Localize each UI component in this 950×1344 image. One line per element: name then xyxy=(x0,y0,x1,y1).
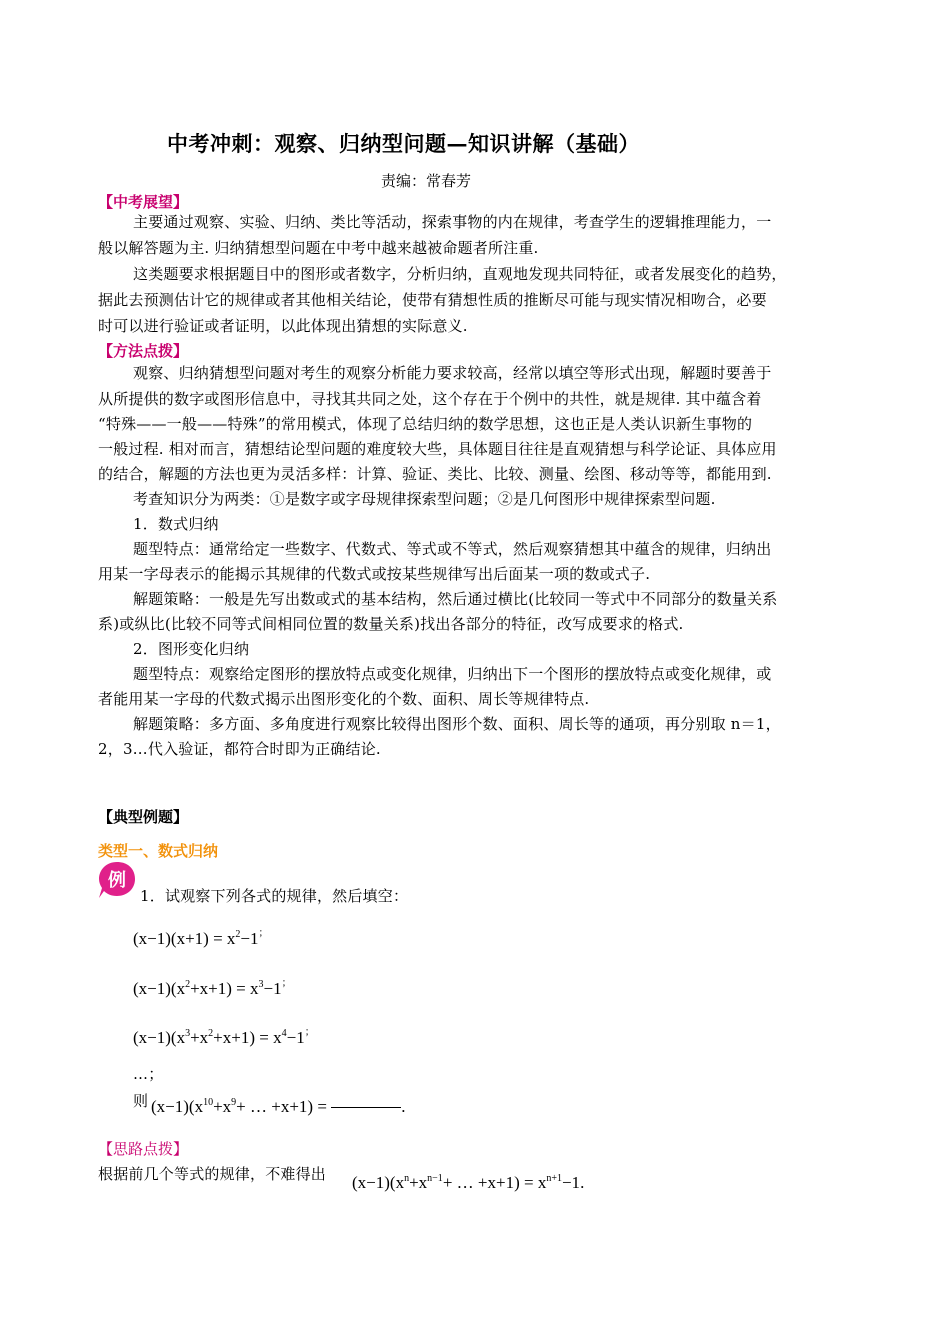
outlook-line-3: 这类题要求根据题目中的图形或者数字，分析归纳，直观地发现共同特征，或者发展变化的趋势， xyxy=(133,265,787,283)
method-line-1: 观察、归纳猜想型问题对考生的观察分析能力要求较高，经常以填空等形式出现，解题时要善于 xyxy=(133,364,772,382)
question-1: 1．试观察下列各式的规律，然后填空： xyxy=(140,887,409,905)
eq4-exp-1: 10 xyxy=(203,1097,214,1108)
outlook-line-2: 般以解答题为主. 归纳猜想型问题在中考中越来越被命题者所注重. xyxy=(98,239,539,257)
eq3-end: ； xyxy=(304,1027,315,1038)
eq3-part-d: −1 xyxy=(286,1028,305,1047)
equation-2 xyxy=(133,974,292,999)
eq3-part-a: (x−1)(x xyxy=(133,1028,186,1047)
page-title: 中考冲刺：观察、归纳型问题—知识讲解（基础） xyxy=(167,131,640,156)
eq4-part-b: +x xyxy=(213,1097,232,1116)
type-heading: 类型一、数式归纳 xyxy=(98,842,219,860)
equation-3 xyxy=(133,1023,315,1048)
eq5-part-d: −1 xyxy=(561,1173,581,1192)
hint-heading: 【思路点拨】 xyxy=(98,1140,189,1158)
method-line-16: 2，3…代入验证，都符合时即为正确结论. xyxy=(98,740,381,758)
eq5-exp-3: n+1 xyxy=(546,1173,562,1184)
eq1-part-b: −1 xyxy=(240,929,259,948)
answer-blank xyxy=(331,1107,401,1108)
eq4-part-a: (x−1)(x xyxy=(151,1097,204,1116)
outlook-heading: 【中考展望】 xyxy=(98,193,189,211)
method-line-14: 者能用某一字母的代数式揭示出图形变化的个数、面积、周长等规律特点. xyxy=(98,690,590,708)
badge-label: 例 xyxy=(108,870,126,891)
example-badge-icon xyxy=(97,860,137,900)
outlook-line-4: 据此去预测估计它的规律或者其他相关结论，使带有猜想性质的推断尽可能与现实情况相吻合，必要 xyxy=(98,291,767,309)
eq5-exp-1: n xyxy=(404,1173,410,1184)
eq1-end: ； xyxy=(258,928,269,939)
eq5-part-a: (x−1)(x xyxy=(352,1173,405,1192)
eq3-part-c: +x+1) = x xyxy=(213,1028,282,1047)
eq5-exp-2: n−1 xyxy=(427,1173,443,1184)
hint-text: 根据前几个等式的规律，不难得出 xyxy=(98,1165,327,1183)
editor-line: 责编：常春芳 xyxy=(381,172,472,190)
equation-4 xyxy=(151,1097,405,1117)
eq2-part-b: +x+1) = x xyxy=(190,979,259,998)
eq5-part-c: + … +x+1) = x xyxy=(442,1173,547,1192)
eq2-part-c: −1 xyxy=(263,979,282,998)
method-line-5: 的结合，解题的方法也更为灵活多样：计算、验证、类比、比较、测量、绘图、移动等等，都能用到. xyxy=(98,465,772,483)
eq1-exp: 2 xyxy=(235,929,241,940)
eq2-exp-1: 2 xyxy=(185,979,191,990)
eq5-part-b: +x xyxy=(409,1173,428,1192)
eq4-part-c: + … +x+1) = xyxy=(236,1097,327,1116)
eq3-exp-1: 3 xyxy=(185,1028,191,1039)
eq4-end: . xyxy=(401,1097,406,1116)
method-line-10: 解题策略：一般是先写出数或式的基本结构，然后通过横比(比较同一等式中不同部分的数量关系 xyxy=(133,590,778,608)
eq2-exp-2: 3 xyxy=(258,979,264,990)
eq1-part-a: (x−1)(x+1) = x xyxy=(133,929,236,948)
method-subheading-2: 2．图形变化归纳 xyxy=(133,640,250,658)
examples-heading: 【典型例题】 xyxy=(98,808,189,826)
equation-1 xyxy=(133,924,269,949)
eq4-exp-2: 9 xyxy=(231,1097,237,1108)
outlook-line-5: 时可以进行验证或者证明，以此体现出猜想的实际意义. xyxy=(98,317,468,335)
continuation-dots: …； xyxy=(133,1065,164,1083)
eq3-exp-3: 4 xyxy=(281,1028,287,1039)
equation-5 xyxy=(352,1173,584,1193)
outlook-line-1: 主要通过观察、实验、归纳、类比等活动，探索事物的内在规律，考查学生的逻辑推理能力，一 xyxy=(133,213,772,231)
method-line-2: 从所提供的数字或图形信息中，寻找其共同之处，这个存在于个例中的共性，就是规律. 其中蕴含着 xyxy=(98,390,762,408)
method-subheading-1: 1．数式归纳 xyxy=(133,515,219,533)
method-heading: 【方法点拨】 xyxy=(98,342,189,360)
method-line-3: “特殊——一般——特殊”的常用模式，体现了总结归纳的数学思想，这也正是人类认识新生事物的 xyxy=(98,415,753,433)
eq2-end: ； xyxy=(281,978,292,989)
eq3-exp-2: 2 xyxy=(208,1028,214,1039)
method-line-6: 考查知识分为两类：①是数字或字母规律探索型问题；②是几何图形中规律探索型问题. xyxy=(133,490,716,508)
method-line-15: 解题策略：多方面、多角度进行观察比较得出图形个数、面积、周长等的通项，再分别取 n＝1， xyxy=(133,715,781,733)
method-line-9: 用某一字母表示的能揭示其规律的代数式或按某些规律写出后面某一项的数或式子. xyxy=(98,565,651,583)
method-line-13: 题型特点：观察给定图形的摆放特点或变化规律，归纳出下一个图形的摆放特点或变化规律，或 xyxy=(133,665,772,683)
eq5-end: . xyxy=(580,1173,585,1192)
then-label: 则 xyxy=(133,1092,149,1110)
method-line-11: 系)或纵比(比较不同等式间相同位置的数量关系)找出各部分的特征，改写成要求的格式. xyxy=(98,615,684,633)
method-line-4: 一般过程. 相对而言，猜想结论型问题的难度较大些，具体题目往往是直观猜想与科学论证、具体应用 xyxy=(98,440,777,458)
eq2-part-a: (x−1)(x xyxy=(133,979,186,998)
eq3-part-b: +x xyxy=(190,1028,209,1047)
method-line-8: 题型特点：通常给定一些数字、代数式、等式或不等式，然后观察猜想其中蕴含的规律，归纳出 xyxy=(133,540,772,558)
